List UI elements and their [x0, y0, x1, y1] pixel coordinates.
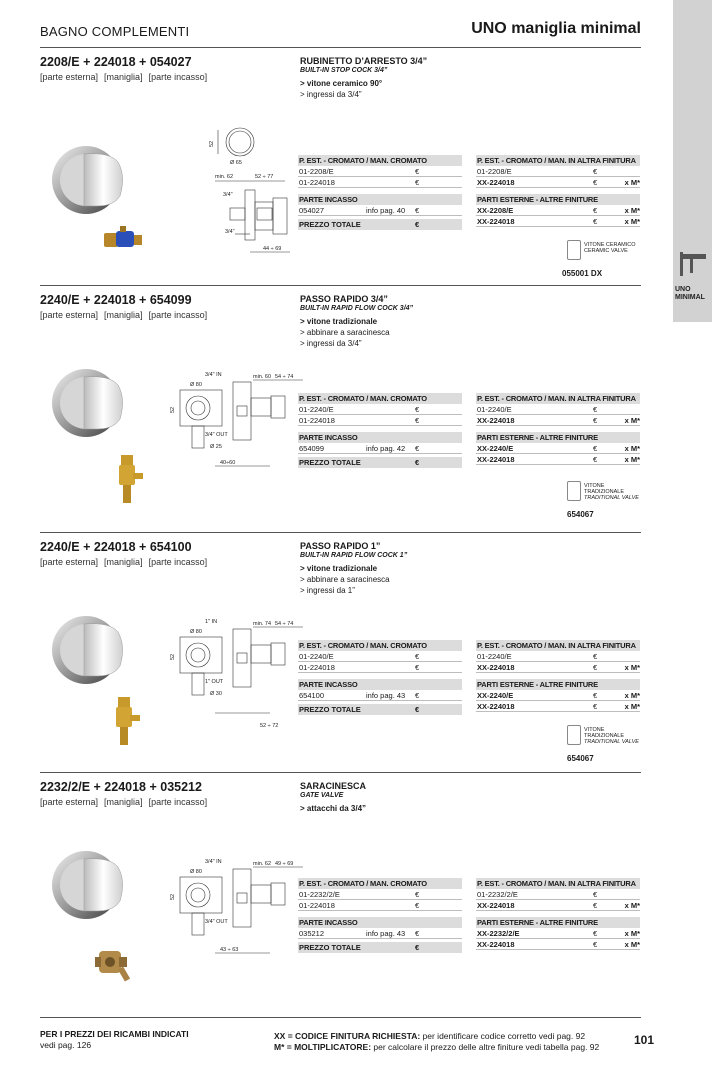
faucet-icon: [678, 250, 708, 278]
feature-item: > attacchi da 3/4”: [300, 804, 367, 813]
total-price-row: PREZZO TOTALE €: [298, 704, 462, 715]
valve-code: 654067: [567, 754, 594, 763]
svg-text:1" OUT: 1" OUT: [205, 679, 224, 685]
table-header: PARTE INCASSO: [298, 432, 462, 443]
svg-text:52: 52: [170, 653, 176, 660]
svg-text:40÷60: 40÷60: [220, 460, 236, 466]
product-subtitle: BUILT-IN STOP COCK 3/4”: [300, 67, 388, 74]
table-row: XX-224018 € x M*: [477, 901, 640, 910]
table-row: XX-224018 € x M*: [477, 455, 640, 464]
table-row: 01-2232/2/E €: [476, 889, 640, 900]
table-row: 01-2232/2/E €: [298, 889, 462, 900]
footer-legend: XX = CODICE FINITURA RICHIESTA: per identificare codice corretto vedi pag. 92 M* = MOLTIPLICATORE: per calcolare il prezzo delle altre finiture vedi tabella pag. 92: [274, 1031, 600, 1052]
technical-drawing: [175, 130, 295, 275]
table-row: XX-224018 € x M*: [477, 940, 640, 949]
svg-text:Ø 65: Ø 65: [230, 160, 242, 166]
svg-text:54 ÷ 74: 54 ÷ 74: [275, 374, 294, 380]
product-title: SARACINESCA: [300, 781, 367, 791]
feature-list: [300, 316, 390, 349]
table-header: P. EST. - CROMATO / MAN. CROMATO: [298, 155, 462, 166]
valve-note: VITONE TRADIZIONALE TRADITIONAL VALVE: [567, 481, 677, 505]
valve-icon: [567, 725, 581, 745]
table-row: 01-2240/E €: [298, 651, 462, 662]
price-table-other-finish: [476, 393, 640, 465]
feature-item: > vitone tradizionale: [300, 564, 378, 573]
svg-text:3/4" IN: 3/4" IN: [205, 859, 222, 865]
table-row: 01-224018 €: [298, 662, 462, 673]
handle-image: [50, 140, 130, 223]
valve-note: VITONE TRADIZIONALE TRADITIONAL VALVE: [567, 725, 677, 749]
svg-text:3/4" IN: 3/4" IN: [205, 372, 222, 378]
price-table-chrome: [298, 155, 462, 230]
table-header: P. EST. - CROMATO / MAN. IN ALTRA FINITURA: [476, 878, 640, 889]
table-header: P. EST. - CROMATO / MAN. CROMATO: [298, 640, 462, 651]
parts-legend: [parte esterna] [maniglia] [parte incasso]: [40, 797, 208, 807]
product-code-title: 2232/2/E + 224018 + 035212: [40, 780, 202, 794]
svg-text:Ø 80: Ø 80: [190, 869, 202, 875]
table-row: 035212 info pag. 43 €: [298, 928, 462, 939]
table-row: XX-2232/2/E € x M*: [477, 929, 640, 938]
table-header: P. EST. - CROMATO / MAN. IN ALTRA FINITURA: [476, 155, 640, 166]
handle-image: [50, 610, 130, 693]
svg-text:min. 74: min. 74: [253, 621, 272, 627]
svg-text:Ø 25: Ø 25: [210, 444, 222, 450]
valve-code: 055001 DX: [562, 269, 603, 278]
feature-list: [300, 563, 390, 596]
technical-drawing: [170, 855, 305, 990]
svg-text:44 ÷ 69: 44 ÷ 69: [263, 246, 282, 252]
product-section: [40, 540, 641, 770]
svg-text:min. 62: min. 62: [253, 861, 272, 867]
price-table-chrome: [298, 640, 462, 715]
page-header: [40, 18, 641, 48]
table-row: 654099 info pag. 42 €: [298, 443, 462, 454]
svg-text:43 ÷ 63: 43 ÷ 63: [220, 947, 239, 953]
table-header: P. EST. - CROMATO / MAN. CROMATO: [298, 878, 462, 889]
table-row: 01-224018 €: [298, 415, 462, 426]
concealed-body-image: [113, 453, 145, 510]
concealed-body-image: [95, 945, 135, 990]
table-header: PARTI ESTERNE - ALTRE FINITURE: [476, 432, 640, 443]
table-row: 054027 info pag. 40 €: [298, 205, 462, 216]
svg-text:Ø 80: Ø 80: [190, 629, 202, 635]
table-header: P. EST. - CROMATO / MAN. IN ALTRA FINITURA: [476, 640, 640, 651]
feature-item: > ingressi da 3/4”: [300, 339, 362, 348]
table-row: 654100 info pag. 43 €: [298, 690, 462, 701]
svg-text:52: 52: [170, 893, 176, 900]
svg-text:52 ÷ 77: 52 ÷ 77: [255, 174, 274, 180]
concealed-body-image: [110, 695, 142, 752]
svg-text:49 ÷ 69: 49 ÷ 69: [275, 861, 294, 867]
table-row: XX-224018 € x M*: [477, 663, 640, 672]
table-row: 01-2208/E €: [298, 166, 462, 177]
product-subtitle: GATE VALVE: [300, 792, 344, 799]
footer-spare-parts-note: PER I PREZZI DEI RICAMBI INDICATI vedi pag. 126: [40, 1029, 189, 1050]
product-title: PASSO RAPIDO 1”: [300, 541, 381, 551]
svg-text:min. 62: min. 62: [215, 174, 234, 180]
feature-item: > ingressi da 1”: [300, 586, 355, 595]
total-price-row: PREZZO TOTALE €: [298, 219, 462, 230]
product-code-title: 2240/E + 224018 + 654099: [40, 293, 192, 307]
svg-text:3/4" OUT: 3/4" OUT: [205, 432, 228, 438]
side-tab: [673, 0, 712, 322]
table-header: PARTI ESTERNE - ALTRE FINITURE: [476, 679, 640, 690]
collection-title: UNO maniglia minimal: [471, 20, 641, 37]
table-header: PARTI ESTERNE - ALTRE FINITURE: [476, 194, 640, 205]
valve-note: VITONE CERAMICO CERAMIC VALVE: [567, 240, 677, 264]
table-header: PARTE INCASSO: [298, 917, 462, 928]
svg-text:3/4": 3/4": [225, 229, 235, 235]
svg-text:52 ÷ 72: 52 ÷ 72: [260, 723, 279, 729]
table-header: P. EST. - CROMATO / MAN. IN ALTRA FINITURA: [476, 393, 640, 404]
svg-text:Ø 30: Ø 30: [210, 691, 222, 697]
table-header: P. EST. - CROMATO / MAN. CROMATO: [298, 393, 462, 404]
feature-list: [300, 803, 366, 814]
table-row: XX-224018 € x M*: [477, 217, 640, 226]
product-subtitle: BUILT-IN RAPID FLOW COCK 3/4”: [300, 305, 414, 312]
section-divider: [40, 285, 641, 286]
concealed-body-image: [100, 225, 146, 258]
handle-image: [50, 845, 130, 928]
table-row: 01-2240/E €: [476, 651, 640, 662]
svg-text:min. 60: min. 60: [253, 374, 272, 380]
table-row: XX-224018 € x M*: [477, 416, 640, 425]
table-row: XX-224018 € x M*: [477, 702, 640, 711]
feature-item: > abbinare a saracinesca: [300, 328, 390, 337]
valve-code: 654067: [567, 510, 594, 519]
svg-text:3/4" OUT: 3/4" OUT: [205, 919, 228, 925]
product-section: [40, 55, 641, 285]
price-table-other-finish: [476, 878, 640, 950]
product-code-title: 2208/E + 224018 + 054027: [40, 55, 192, 69]
svg-text:Ø 80: Ø 80: [190, 382, 202, 388]
price-table-chrome: [298, 393, 462, 468]
table-header: PARTI ESTERNE - ALTRE FINITURE: [476, 917, 640, 928]
section-divider: [40, 532, 641, 533]
technical-drawing: [170, 368, 305, 503]
category-title: BAGNO COMPLEMENTI: [40, 24, 190, 39]
feature-item: > vitone ceramico 90°: [300, 79, 383, 88]
valve-icon: [567, 240, 581, 260]
table-row: 01-224018 €: [298, 177, 462, 188]
price-table-other-finish: [476, 155, 640, 227]
parts-legend: [parte esterna] [maniglia] [parte incasso]: [40, 310, 208, 320]
total-price-row: PREZZO TOTALE €: [298, 457, 462, 468]
product-subtitle: BUILT-IN RAPID FLOW COCK 1”: [300, 552, 408, 559]
svg-text:1" IN: 1" IN: [205, 619, 218, 625]
table-header: PARTE INCASSO: [298, 679, 462, 690]
price-table-other-finish: [476, 640, 640, 712]
total-price-row: PREZZO TOTALE €: [298, 942, 462, 953]
technical-drawing: [170, 615, 305, 750]
product-section: [40, 780, 641, 1010]
product-code-title: 2240/E + 224018 + 654100: [40, 540, 192, 554]
table-row: XX-224018 € x M*: [477, 178, 640, 187]
page-number: 101: [634, 1033, 655, 1047]
product-title: PASSO RAPIDO 3/4”: [300, 294, 388, 304]
price-table-chrome: [298, 878, 462, 953]
svg-text:52: 52: [170, 406, 176, 413]
table-row: 01-2208/E €: [476, 166, 640, 177]
feature-list: [300, 78, 382, 100]
table-row: XX-2240/E € x M*: [477, 691, 640, 700]
feature-item: > vitone tradizionale: [300, 317, 378, 326]
feature-item: > ingressi da 3/4”: [300, 90, 362, 99]
section-divider: [40, 772, 641, 773]
footer-divider: [40, 1017, 641, 1018]
table-row: 01-224018 €: [298, 900, 462, 911]
svg-text:52: 52: [209, 140, 215, 147]
table-row: 01-2240/E €: [298, 404, 462, 415]
parts-legend: [parte esterna] [maniglia] [parte incasso]: [40, 72, 208, 82]
svg-text:3/4": 3/4": [223, 192, 233, 198]
parts-legend: [parte esterna] [maniglia] [parte incasso]: [40, 557, 208, 567]
handle-image: [50, 363, 130, 446]
table-row: 01-2240/E €: [476, 404, 640, 415]
svg-text:54 ÷ 74: 54 ÷ 74: [275, 621, 294, 627]
side-tab-label: UNO MINIMAL: [675, 286, 705, 301]
feature-item: > abbinare a saracinesca: [300, 575, 390, 584]
product-title: RUBINETTO D’ARRESTO 3/4”: [300, 56, 428, 66]
valve-icon: [567, 481, 581, 501]
table-header: PARTE INCASSO: [298, 194, 462, 205]
product-section: [40, 293, 641, 523]
table-row: XX-2240/E € x M*: [477, 444, 640, 453]
table-row: XX-2208/E € x M*: [477, 206, 640, 215]
